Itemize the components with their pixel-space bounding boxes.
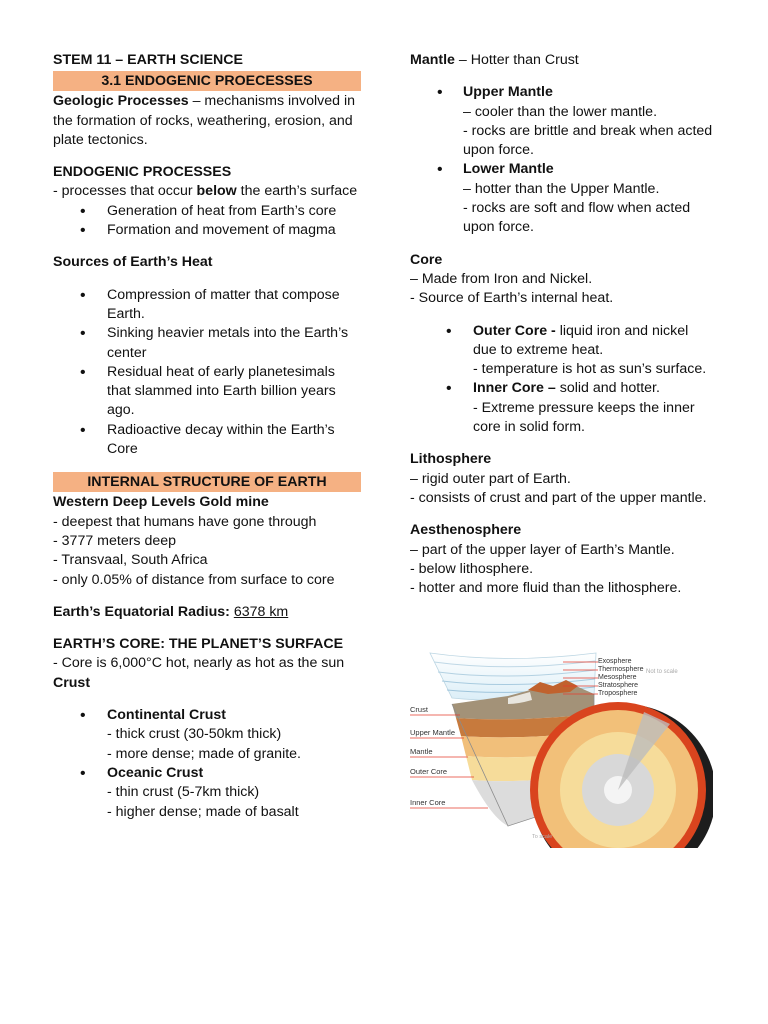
list-item: • Inner Core – solid and hotter. - Extreme pressure keeps the inner core in solid form. — [446, 380, 695, 436]
aesthenosphere-line: - hotter and more fluid than the lithosphere. — [410, 580, 682, 597]
endogenic-list — [53, 202, 361, 241]
thermosphere-label: Thermosphere — [598, 666, 644, 673]
doc-title: STEM 11 – EARTH SCIENCE — [53, 52, 243, 68]
mine-line: - only 0.05% of distance from surface to core — [53, 571, 335, 588]
list-item: • Upper Mantle – cooler than the lower mantle. - rocks are brittle and break when acted upon force. — [437, 84, 713, 159]
heat-sources-list — [53, 286, 361, 460]
radius-value: 6378 km — [233, 603, 289, 620]
right-column — [410, 51, 715, 598]
list-item: • Sinking heavier metals into the Earth’s center — [80, 325, 349, 361]
list-item: • Oceanic Crust - thin crust (5-7km thick) - higher dense; made of basalt — [80, 764, 299, 820]
upper-mantle-label: Upper Mantle — [410, 728, 456, 737]
section-band-endogenic: 3.1 ENDOGENIC PROECESSES — [53, 71, 361, 91]
troposphere-label: Troposphere — [598, 690, 638, 697]
list-item: • Residual heat of early planetesimals that slammed into Earth billion years ago. — [80, 363, 336, 419]
crust-label: Crust — [410, 705, 428, 714]
list-item: • Compression of matter that compose Earth. — [80, 286, 340, 322]
core-line: – Made from Iron and Nickel. — [410, 270, 593, 287]
aesthenosphere-line: – part of the upper layer of Earth’s Mantle. — [410, 541, 675, 558]
list-item: • Continental Crust - thick crust (30-50km thick) - more dense; made of granite. — [80, 707, 301, 762]
endogenic-definition: - processes that occur below the earth’s surface — [53, 183, 358, 200]
equatorial-radius: Earth’s Equatorial Radius: 6378 km — [53, 603, 289, 620]
list-item: • Radioactive decay within the Earth’s Core — [80, 421, 335, 458]
section-band-internal-structure: INTERNAL STRUCTURE OF EARTH — [53, 472, 361, 492]
lithosphere-line: – rigid outer part of Earth. — [410, 470, 571, 487]
core-temperature: - Core is 6,000°C hot, nearly as hot as the sun — [53, 655, 345, 672]
exosphere-label: Exosphere — [598, 658, 632, 665]
core-heading: EARTH’S CORE: THE PLANET’S SURFACE — [53, 636, 344, 653]
endogenic-heading: ENDOGENIC PROCESSES — [53, 164, 232, 181]
mesosphere-label: Mesosphere — [598, 674, 637, 681]
heat-sources-heading: Sources of Earth’s Heat — [53, 254, 213, 271]
mantle-label: Mantle — [410, 747, 433, 756]
earth-layers-diagram — [408, 648, 713, 848]
mine-line: - 3777 meters deep — [53, 532, 177, 549]
geologic-processes-paragraph: Geologic Processes – mechanisms involved in the formation of rocks, weathering, erosion, and plate tectonics. — [53, 93, 356, 148]
mantle-heading: Mantle – Hotter than Crust — [410, 52, 579, 68]
earth-layers-figure — [408, 648, 713, 848]
crust-list — [53, 706, 361, 822]
not-to-scale-label: Not to scale — [646, 669, 678, 675]
list-item: • Outer Core - liquid iron and nickel due to extreme heat. - temperature is hot as sun’s surface. — [446, 322, 707, 378]
aesthenosphere-line: - below lithosphere. — [410, 560, 534, 577]
outer-core-label: Outer Core — [410, 767, 448, 776]
lithosphere-heading: Lithosphere — [410, 451, 492, 468]
core-line: - Source of Earth’s internal heat. — [410, 290, 614, 307]
mine-line: - Transvaal, South Africa — [53, 552, 208, 569]
inner-core-label: Inner Core — [410, 798, 446, 807]
mine-line: - deepest that humans have gone through — [53, 513, 317, 530]
list-item: • Generation of heat from Earth’s core — [80, 202, 337, 220]
aesthenosphere-heading: Aesthenosphere — [410, 522, 522, 539]
mantle-list — [410, 83, 715, 237]
core-heading: Core — [410, 251, 443, 268]
list-item: • Lower Mantle – hotter than the Upper Mantle. - rocks are soft and flow when acted upon force. — [437, 161, 691, 236]
left-column — [53, 51, 361, 822]
to-scale-label: To scale — [532, 834, 553, 840]
crust-heading: Crust — [53, 674, 91, 691]
core-list — [410, 322, 715, 438]
lithosphere-line: - consists of crust and part of the upper mantle. — [410, 489, 707, 506]
mine-heading: Western Deep Levels Gold mine — [53, 494, 269, 511]
stratosphere-label: Stratosphere — [598, 682, 639, 689]
list-item: • Formation and movement of magma — [80, 222, 336, 240]
